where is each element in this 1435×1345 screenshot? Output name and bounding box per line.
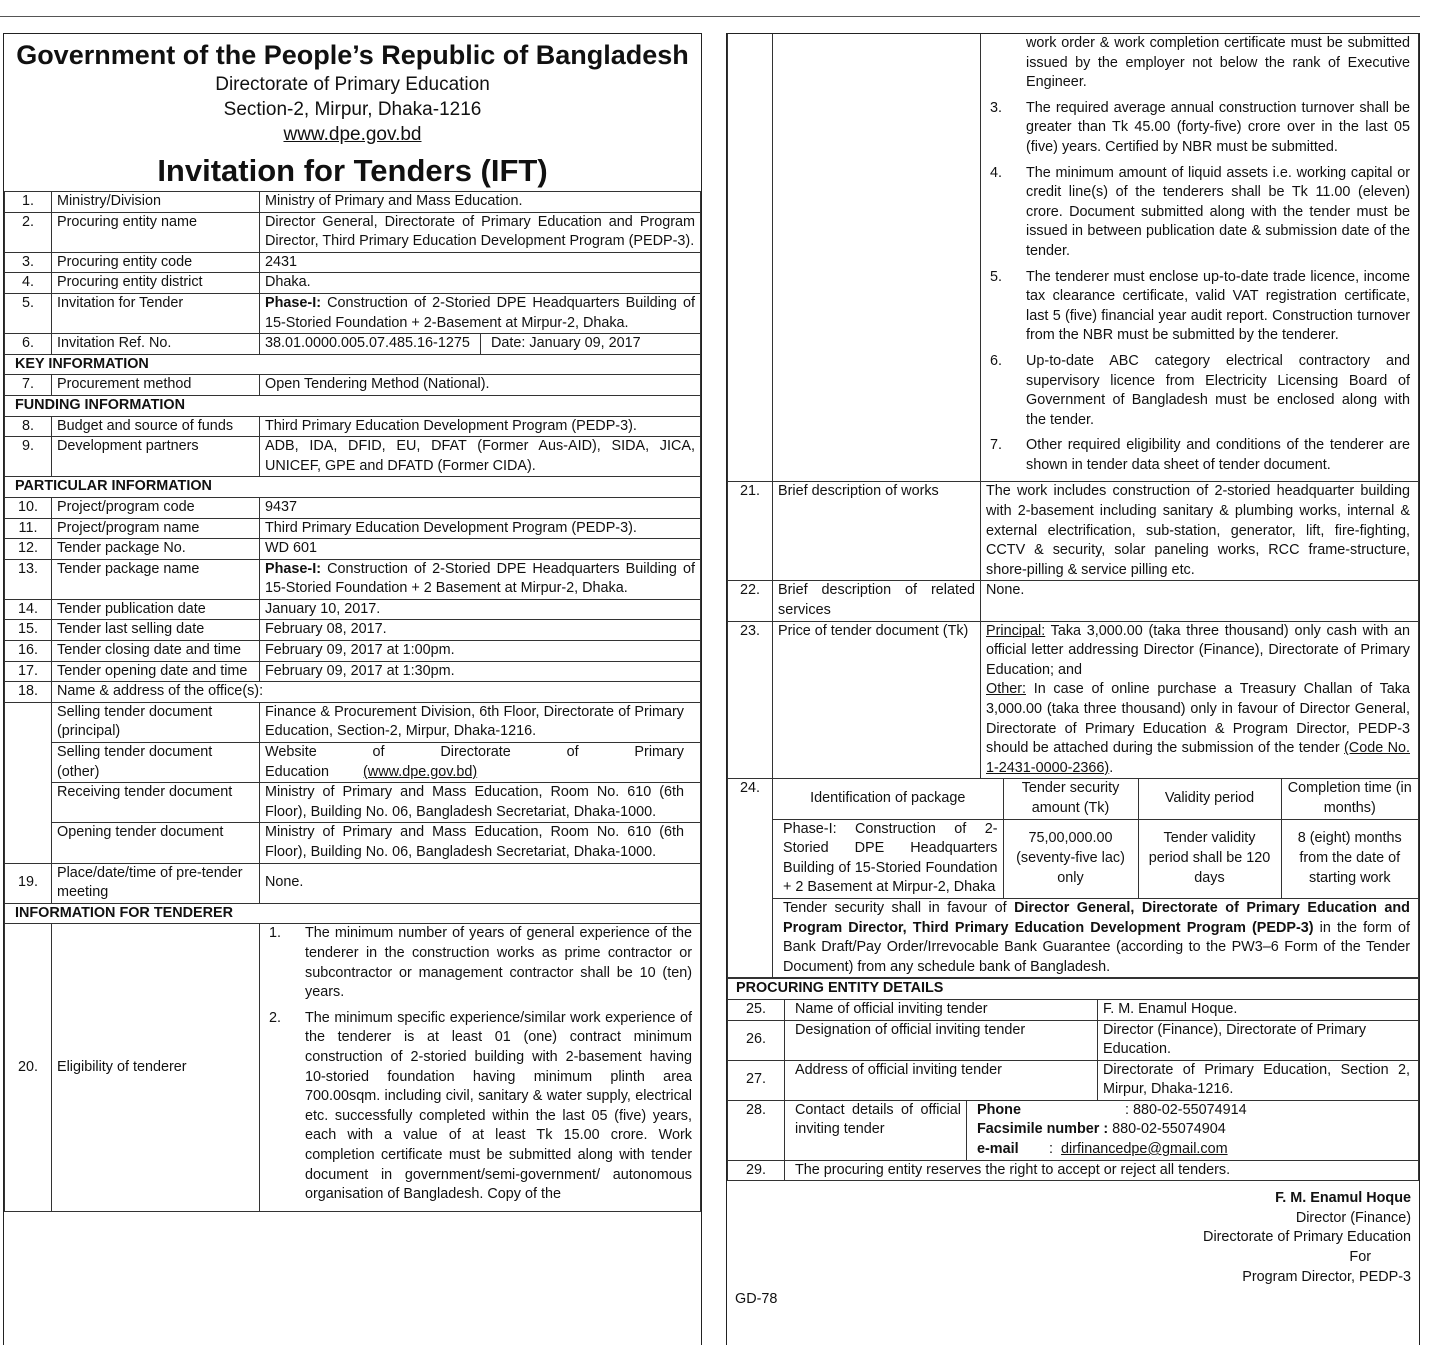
section-row — [5, 354, 701, 375]
table-subrow — [5, 823, 701, 863]
section-heading: FUNDING INFORMATION — [5, 395, 701, 416]
row-value: February 08, 2017. — [260, 620, 701, 641]
phase-label: Phase-I: — [265, 560, 321, 577]
row-value — [981, 34, 1419, 482]
row-label: Place/date/time of pre-tender meeting — [52, 863, 260, 903]
email-line — [977, 1140, 1413, 1160]
package-data-row — [773, 819, 1418, 898]
directorate-name: Directorate of Primary Education — [215, 74, 490, 95]
row-number: 12. — [5, 539, 52, 560]
header-identification: Identification of package — [773, 779, 1003, 819]
row-value — [260, 743, 701, 783]
row-value: Director General, Directorate of Primary Education and Program Director, Third Primary Education Development Program (PEDP-3). — [260, 212, 701, 252]
table-row — [728, 621, 1419, 779]
row-value — [260, 334, 701, 355]
row-value: February 09, 2017 at 1:00pm. — [260, 641, 701, 662]
package-identification: Phase-I: Construction of 2-Storied DPE Headquarters Building of 15-Storied Foundation + 2 Basement at Mirpur-2, Dhaka — [773, 819, 1003, 898]
row-value — [967, 1100, 1419, 1160]
table-row — [728, 999, 1419, 1020]
row-value: February 09, 2017 at 1:30pm. — [260, 661, 701, 682]
row-label: Tender closing date and time — [52, 641, 260, 662]
gd-code: GD-78 — [735, 1290, 778, 1307]
table-row — [5, 212, 701, 252]
government-title: Government of the People’s Republic of Bangladesh — [16, 40, 689, 70]
row-label: Procuring entity district — [52, 273, 260, 294]
other-label: Other: — [986, 681, 1026, 698]
row-value — [260, 559, 701, 599]
row-label: Procuring entity code — [52, 252, 260, 273]
table-row — [728, 482, 1419, 581]
row-number: 11. — [5, 518, 52, 539]
row-label: Price of tender document (Tk) — [773, 621, 981, 779]
row-number: 17. — [5, 661, 52, 682]
row-label: Address of official inviting tender — [785, 1060, 1098, 1100]
list-item — [986, 34, 1410, 93]
directorate-address: Section-2, Mirpur, Dhaka-1216 — [223, 99, 482, 120]
row-label: Ministry/Division — [52, 192, 260, 213]
row-value: January 10, 2017. — [260, 599, 701, 620]
other-text: In case of online purchase a Treasury Challan of Taka 3,000.00 (taka three thousand) only in favour of Director General, Directorate of Primary Education & Program Director, PEDP-3 should be attached during the submission of the tender — [986, 681, 1410, 757]
note-text: Tender security shall in favour of — [783, 899, 1015, 916]
website-text: Website of Directorate of Primary Education — [265, 744, 684, 780]
row-label: Procuring entity name — [52, 212, 260, 252]
signatory-name: F. M. Enamul Hoque — [1275, 1190, 1411, 1207]
row-number: 20. — [5, 924, 52, 1211]
row-label: Tender last selling date — [52, 620, 260, 641]
package-validity: Tender validity period shall be 120 days — [1138, 819, 1281, 898]
section-row — [728, 979, 1419, 1000]
table-row — [5, 497, 701, 518]
note-text: in the form of Bank Draft/Pay Order/Irrevocable Bank Guarantee (according to the PW3–6 Form of the Tender Document) from any schedule bank of Bangladesh. — [783, 919, 1410, 975]
package-note-row — [773, 898, 1418, 977]
document-header — [4, 38, 701, 191]
row-number: 26. — [728, 1020, 785, 1060]
row-value: ADB, IDA, DFID, EU, DFAT (Former Aus-AID), SIDA, JICA, UNICEF, GPE and DFATD (Former CIDA). — [260, 437, 701, 477]
security-note — [773, 898, 1418, 977]
table-row — [5, 437, 701, 477]
note-beneficiary: Director General, Directorate of Primary Education and Program Director, Third Primary Education Development Program (PEDP-3) — [783, 899, 1410, 936]
table-row — [5, 620, 701, 641]
row-label: Procurement method — [52, 375, 260, 396]
signatory-title: Director (Finance) — [1295, 1209, 1411, 1226]
row-number: 8. — [5, 416, 52, 437]
list-item — [265, 924, 692, 1002]
row-number: 15. — [5, 620, 52, 641]
row-label: Invitation Ref. No. — [52, 334, 260, 355]
item-text: work order & work completion certificate must be submitted issued by the employer not below the rank of Executive Engineer. — [1026, 35, 1410, 91]
ref-number: 38.01.0000.005.07.485.16-1275 — [260, 334, 481, 354]
table-row — [5, 375, 701, 396]
item-number: 6. — [990, 352, 1003, 369]
row-number: 1. — [5, 192, 52, 213]
row-number: 2. — [5, 212, 52, 252]
row-value: The work includes construction of 2-storied headquarter building with 2-basement including sanitary & plumbing works, internal & external electrification, sub-station, generator, lift, fire-fighting, CCTV & security, solar paneling works, RCC frame-structure, shore-pilling & service pilling etc. — [981, 482, 1419, 581]
period: . — [1109, 759, 1114, 776]
table-row — [728, 581, 1419, 621]
table-row — [5, 924, 701, 1211]
website-link[interactable]: www.dpe.gov.bd — [283, 124, 422, 145]
phase-text: Construction of 2-Storied DPE Headquarters Building of 15-Storied Foundation + 2 Basement at Mirpur-2, Dhaka. — [265, 560, 695, 597]
fax-line — [977, 1120, 1413, 1140]
table-row — [728, 779, 1419, 978]
signatory-for: For — [1349, 1249, 1371, 1266]
row-value: Ministry of Primary and Mass Education, Room No. 610 (6th Floor), Building No. 06, Bangladesh Secretariat, Dhaka-1000. — [260, 823, 701, 863]
list-item — [986, 436, 1410, 475]
row-number: 16. — [5, 641, 52, 662]
row-label: Development partners — [52, 437, 260, 477]
row-number: 3. — [5, 252, 52, 273]
row-number: 6. — [5, 334, 52, 355]
section-heading: KEY INFORMATION — [5, 354, 701, 375]
ift-table-right — [727, 34, 1419, 978]
row-value: 2431 — [260, 252, 701, 273]
table-row — [5, 416, 701, 437]
principal-text: Taka 3,000.00 (taka three thousand) only cash with an official letter addressing Director (Finance), Directorate of Primary Education; and — [986, 622, 1410, 678]
table-row — [5, 293, 701, 333]
row-value: Third Primary Education Development Program (PEDP-3). — [260, 416, 701, 437]
phone-value: : 880-02-55074914 — [1125, 1101, 1247, 1118]
row-label: Tender package No. — [52, 539, 260, 560]
row-number: 10. — [5, 497, 52, 518]
table-row — [5, 559, 701, 599]
row-value: Third Primary Education Development Program (PEDP-3). — [260, 518, 701, 539]
row-label: Selling tender document (principal) — [52, 702, 260, 742]
row-label: Name & address of the office(s): — [52, 682, 701, 703]
item-text: The tenderer must enclose up-to-date trade licence, income tax clearance certificate, valid VAT registration certificate, last 5 (five) financial year audit report. Construction turnover from the NBR must be submitted by the tenderer. — [1026, 268, 1410, 344]
row-label: Eligibility of tenderer — [52, 924, 260, 1211]
table-subrow — [5, 743, 701, 783]
row-value: None. — [260, 863, 701, 903]
email-link[interactable]: dirfinancedpe@gmail.com — [1061, 1141, 1228, 1158]
row-value: Dhaka. — [260, 273, 701, 294]
table-row — [5, 539, 701, 560]
row-label: Selling tender document (other) — [52, 743, 260, 783]
item-number: 4. — [990, 164, 1003, 181]
website-link[interactable]: (www.dpe.gov.bd) — [363, 763, 478, 780]
table-row — [5, 641, 701, 662]
row-number: 24. — [728, 779, 773, 978]
item-text: Up-to-date ABC category electrical contractory and supervisory licence from Electricity Licensing Board of Government of Bangladesh must be enclosed along with the tender. — [1026, 352, 1410, 428]
row-value: The procuring entity reserves the right to accept or reject all tenders. — [785, 1160, 1419, 1181]
right-column — [726, 33, 1420, 1345]
phone-label: Phone — [977, 1101, 1021, 1118]
item-number: 5. — [990, 268, 1003, 285]
phone-line — [977, 1101, 1413, 1121]
table-row — [5, 863, 701, 903]
header-security: Tender security amount (Tk) — [1003, 779, 1138, 819]
treasury-code: (Code No. 1-2431-0000-2366) — [986, 740, 1411, 776]
package-completion: 8 (eight) months from the date of starting work — [1281, 819, 1418, 898]
signatory-program: Program Director, PEDP-3 — [1242, 1268, 1411, 1285]
row-label: Tender package name — [52, 559, 260, 599]
criteria-list — [986, 34, 1410, 475]
package-header-row — [773, 779, 1418, 819]
item-text: The minimum amount of liquid assets i.e. working capital or credit line(s) of the tenderers shall be Tk 11.00 (eleven) crore. Document submitted along with the tender must be issued in between publication date & submission date of the tender. — [1026, 164, 1410, 259]
table-row — [5, 252, 701, 273]
table-row — [728, 1060, 1419, 1100]
item-number: 7. — [990, 437, 1003, 454]
package-security: 75,00,000.00 (seventy-five lac) only — [1003, 819, 1138, 898]
page-title: Invitation for Tenders (IFT) — [157, 153, 548, 188]
row-value — [981, 621, 1419, 779]
left-column — [3, 33, 702, 1345]
section-row — [5, 395, 701, 416]
row-value — [260, 924, 701, 1211]
list-item — [265, 1009, 692, 1205]
section-row — [5, 903, 701, 924]
section-heading: PARTICULAR INFORMATION — [5, 477, 701, 498]
header-completion: Completion time (in months) — [1281, 779, 1418, 819]
list-item — [986, 268, 1410, 346]
row-number: 5. — [5, 293, 52, 333]
signatory-org: Directorate of Primary Education — [1203, 1229, 1411, 1246]
section-row — [5, 477, 701, 498]
package-cell — [773, 779, 1419, 978]
row-label: Budget and source of funds — [52, 416, 260, 437]
row-label: Designation of official inviting tender — [785, 1020, 1098, 1060]
row-number: 18. — [5, 682, 52, 703]
ift-table-left — [4, 191, 701, 1212]
header-validity: Validity period — [1138, 779, 1281, 819]
row-label: Opening tender document — [52, 823, 260, 863]
top-rule — [0, 16, 1420, 17]
row-number: 29. — [728, 1160, 785, 1181]
row-number: 7. — [5, 375, 52, 396]
table-row — [728, 34, 1419, 482]
ref-date: Date: January 09, 2017 — [491, 335, 641, 352]
list-item — [986, 99, 1410, 158]
row-label: Brief description of works — [773, 482, 981, 581]
package-table — [773, 779, 1418, 977]
row-value: None. — [981, 581, 1419, 621]
item-text: The minimum specific experience/similar work experience of the tenderer is at least 01 (one) contract minimum construction of 2-storied building with 2-basement having 10-storied foundation having minimum plinth area 700.00sqm. including civil, sanitary & water supply, electrical etc. successfully completed within the last 05 (five) years, each with a value of at least Tk 15.00 crore. Work completion certificate must be submitted along with tender document in government/semi-government/ autonomous organisation of Bangladesh. Copy of the — [305, 1009, 692, 1203]
row-number: 28. — [728, 1100, 785, 1160]
phase-label: Phase-I: — [265, 294, 321, 311]
email-label: e-mail — [977, 1141, 1019, 1158]
row-label: Receiving tender document — [52, 783, 260, 823]
row-value: Ministry of Primary and Mass Education, Room No. 610 (6th Floor), Building No. 06, Bangladesh Secretariat, Dhaka-1000. — [260, 783, 701, 823]
section-heading: PROCURING ENTITY DETAILS — [728, 979, 1419, 1000]
item-number: 2. — [269, 1009, 282, 1026]
row-label: Tender publication date — [52, 599, 260, 620]
row-value — [260, 293, 701, 333]
table-row — [728, 1100, 1419, 1160]
row-value: Ministry of Primary and Mass Education. — [260, 192, 701, 213]
item-text: The required average annual construction turnover shall be greater than Tk 45.00 (forty-five) crore over in the last 05 (five) years. Certified by NBR must be submitted. — [1026, 99, 1410, 155]
item-text: The minimum number of years of general experience of the tenderer in the construction works as prime contractor or subcontractor or management contractor shall be 10 (ten) years. — [305, 925, 692, 1001]
signature-block — [727, 1189, 1419, 1309]
row-number: 13. — [5, 559, 52, 599]
row-label: Brief description of related services — [773, 581, 981, 621]
email-separator: : — [1037, 1141, 1061, 1158]
procuring-entity-table — [727, 978, 1419, 1181]
row-value: Directorate of Primary Education, Section 2, Mirpur, Dhaka-1216. — [1098, 1060, 1419, 1100]
row-label: Project/program code — [52, 497, 260, 518]
table-row — [728, 1020, 1419, 1060]
row-number: 4. — [5, 273, 52, 294]
row-value: WD 601 — [260, 539, 701, 560]
fax-value: 880-02-55074904 — [1108, 1121, 1226, 1138]
table-row — [5, 661, 701, 682]
table-row — [5, 518, 701, 539]
section-heading: INFORMATION FOR TENDERER — [5, 903, 701, 924]
criteria-list — [265, 924, 692, 1204]
table-row — [5, 192, 701, 213]
row-number: 22. — [728, 581, 773, 621]
row-value: 9437 — [260, 497, 701, 518]
row-label: Tender opening date and time — [52, 661, 260, 682]
row-number: 27. — [728, 1060, 785, 1100]
table-row — [5, 682, 701, 703]
row-number: 19. — [5, 863, 52, 903]
row-label: Invitation for Tender — [52, 293, 260, 333]
table-row — [5, 334, 701, 355]
phase-text: Construction of 2-Storied DPE Headquarters Building of 15-Storied Foundation + 2-Basement at Mirpur-2, Dhaka. — [265, 294, 695, 331]
item-text: Other required eligibility and conditions of the tenderer are shown in tender data sheet of tender document. — [1026, 437, 1410, 473]
row-number: 14. — [5, 599, 52, 620]
list-item — [986, 164, 1410, 262]
row-value: Director (Finance), Directorate of Primary Education. — [1098, 1020, 1419, 1060]
item-number: 3. — [990, 99, 1003, 116]
row-value: Open Tendering Method (National). — [260, 375, 701, 396]
table-subrow — [5, 702, 701, 742]
table-row — [5, 599, 701, 620]
row-value: Finance & Procurement Division, 6th Floor, Directorate of Primary Education, Section-2, Mirpur, Dhaka-1216. — [260, 702, 701, 742]
row-number: 25. — [728, 999, 785, 1020]
list-item — [986, 352, 1410, 430]
row-label: Contact details of official inviting tender — [785, 1100, 967, 1160]
table-subrow — [5, 783, 701, 823]
table-row — [5, 273, 701, 294]
row-number: 9. — [5, 437, 52, 477]
fax-label: Facsimile number : — [977, 1121, 1109, 1138]
row-value: F. M. Enamul Hoque. — [1098, 999, 1419, 1020]
row-label: Name of official inviting tender — [785, 999, 1098, 1020]
table-row — [728, 1160, 1419, 1181]
principal-label: Principal: — [986, 622, 1046, 639]
row-label: Project/program name — [52, 518, 260, 539]
item-number: 1. — [269, 925, 282, 942]
row-number: 21. — [728, 482, 773, 581]
row-number: 23. — [728, 621, 773, 779]
